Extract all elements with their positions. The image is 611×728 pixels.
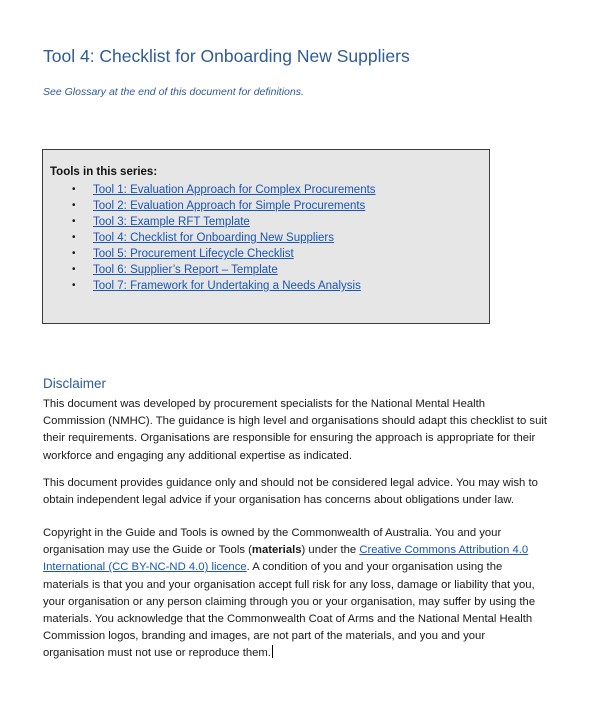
bullet-icon: •: [72, 264, 76, 275]
bullet-icon: •: [72, 248, 76, 259]
bullet-icon: •: [72, 184, 76, 195]
copyright-paragraph: [43, 525, 583, 663]
bullet-icon: •: [72, 232, 76, 243]
tool-6-link[interactable]: Tool 6: Supplier’s Report – Template: [93, 264, 278, 276]
text-run: . A condition of you and your organisation using the: [246, 561, 503, 574]
text-cursor: [272, 645, 273, 658]
disclaimer-paragraph-1: [43, 396, 583, 465]
text-run: ) under the: [301, 544, 360, 557]
tool-7-link[interactable]: Tool 7: Framework for Undertaking a Needs Analysis: [93, 280, 361, 292]
paragraph-line: This document provides guidance only and should not be considered legal advice. You may wish to: [43, 477, 538, 489]
tool-1-link[interactable]: Tool 1: Evaluation Approach for Complex Procurements: [93, 184, 376, 196]
cc-licence-link-continued[interactable]: International (CC BY-NC-ND 4.0) licence: [43, 561, 247, 574]
paragraph-line: your organisation or any person claiming through you or your organisation, may suffer by using the: [43, 595, 536, 608]
tool-3-link[interactable]: Tool 3: Example RFT Template: [93, 216, 250, 228]
paragraph-line: Copyright in the Guide and Tools is owned by the Commonwealth of Australia. You and your: [43, 527, 502, 539]
paragraph-line: obtain independent legal advice if your organisation has concerns about obligations under law.: [43, 494, 515, 507]
paragraph-line: Commission logos, branding and images, are not part of the materials, and you and your: [43, 630, 486, 643]
tool-4-link[interactable]: Tool 4: Checklist for Onboarding New Suppliers: [93, 232, 334, 244]
paragraph-line: [43, 645, 583, 662]
disclaimer-heading: Disclaimer: [43, 376, 107, 391]
bullet-icon: •: [72, 280, 76, 291]
paragraph-line: their requirements. Organisations are responsible for ensuring the approach is appropriate for their: [43, 432, 536, 445]
paragraph-line: materials. You acknowledge that the Commonwealth Coat of Arms and the National Mental Health: [43, 613, 533, 626]
bullet-icon: •: [72, 200, 76, 211]
paragraph-line: materials is that you and your organisation accept full risk for any loss, damage or liability that you,: [43, 578, 535, 591]
tools-series-box: [42, 149, 490, 324]
page-title: Tool 4: Checklist for Onboarding New Suppliers: [43, 46, 410, 66]
paragraph-line: This document was developed by procurement specialists for the National Mental Health: [43, 398, 486, 410]
paragraph-line: workforce and engaging any additional expertise as indicated.: [43, 449, 352, 462]
text-run: organisation must not use or reproduce them.: [43, 647, 271, 660]
tools-series-heading: Tools in this series:: [50, 166, 158, 178]
materials-term: materials: [251, 544, 302, 557]
bullet-icon: •: [72, 216, 76, 227]
disclaimer-paragraph-2: [43, 475, 583, 509]
paragraph-line: Commission (NMHC). The guidance is high level and organisations should adapt this checklist to suit: [43, 415, 548, 428]
glossary-note: See Glossary at the end of this document for definitions.: [43, 86, 304, 98]
paragraph-line: [43, 559, 583, 576]
tool-2-link[interactable]: Tool 2: Evaluation Approach for Simple Procurements: [93, 200, 366, 212]
text-run: organisation may use the Guide or Tools (: [43, 544, 252, 557]
paragraph-line: [43, 542, 583, 559]
tool-5-link[interactable]: Tool 5: Procurement Lifecycle Checklist: [93, 248, 294, 260]
cc-licence-link[interactable]: Creative Commons Attribution 4.0: [359, 544, 529, 557]
